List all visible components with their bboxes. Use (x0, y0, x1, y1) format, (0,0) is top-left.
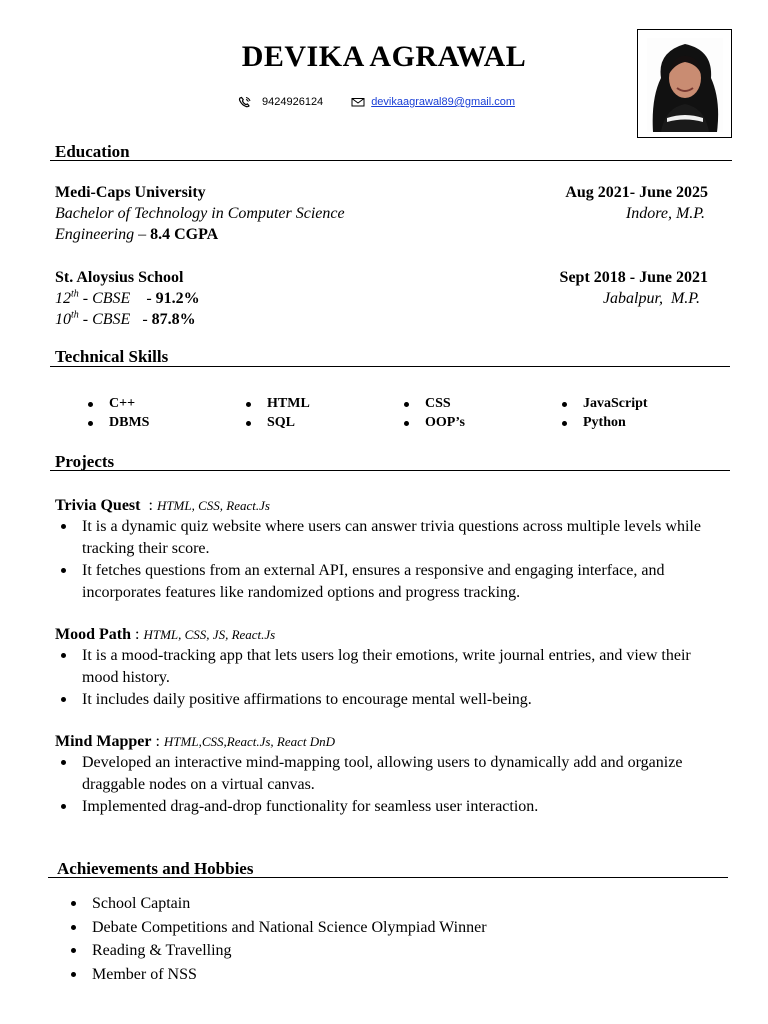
score: 91.2% (155, 290, 200, 307)
ordinal-suffix: th (71, 288, 79, 300)
score: 87.8% (151, 311, 196, 328)
project-name: Mind Mapper (55, 733, 152, 750)
education-heading: Education (55, 142, 130, 161)
degree-line: Bachelor of Technology in Computer Science (55, 205, 345, 222)
degree-grade-line (55, 224, 218, 245)
skill-item: SQL (245, 414, 403, 432)
grade-separator: – (134, 226, 151, 243)
skill-item: JavaScript (561, 395, 721, 413)
cgpa: 8.4 CGPA (150, 226, 219, 243)
project-separator: : (151, 733, 164, 750)
project-tech: HTML, CSS, JS, React.Js (143, 627, 276, 642)
board: - CBSE - (78, 311, 152, 328)
profile-photo (637, 29, 732, 138)
skill-item: Python (561, 414, 721, 432)
education-location: Indore, M.P. (625, 205, 705, 222)
project-separator: : (140, 497, 157, 514)
board: - CBSE - (78, 290, 156, 307)
candidate-name: DEVIKA AGRAWAL (241, 40, 527, 73)
list-item: Reading & Travelling (65, 940, 705, 963)
education-divider (50, 160, 732, 161)
list-item: It is a dynamic quiz website where users can answer trivia questions across multiple levels while tracking their score. (55, 516, 725, 559)
skill-item: C++ (87, 395, 245, 413)
project-bullets (55, 516, 725, 604)
projects-divider (50, 470, 730, 471)
list-item: It is a mood-tracking app that lets users log their emotions, write journal entries, and view their mood history. (55, 645, 725, 688)
institution-name: St. Aloysius School (55, 269, 184, 286)
list-item: It includes daily positive affirmations to encourage mental well-being. (55, 689, 725, 711)
contact-line (238, 96, 515, 108)
class-score-line (55, 309, 196, 330)
skills-grid (87, 395, 721, 432)
degree-line: Engineering (55, 226, 135, 243)
class-number: 10 (55, 311, 71, 328)
education-dates: Sept 2018 - June 2021 (559, 269, 708, 286)
project-bullets (55, 645, 725, 712)
project-title (55, 495, 270, 516)
project-title (55, 624, 275, 645)
skill-item: CSS (403, 395, 561, 413)
project-bullets (55, 752, 725, 819)
class-score-line (55, 288, 200, 309)
phone-number: 9424926124 (262, 96, 324, 108)
project-name: Mood Path (55, 626, 131, 643)
portrait-image (647, 38, 723, 132)
institution-name: Medi-Caps University (55, 184, 206, 201)
envelope-icon (351, 96, 365, 108)
education-location: Jabalpur, M.P. (602, 290, 700, 307)
list-item: Member of NSS (65, 964, 705, 987)
achievements-list (65, 893, 705, 987)
list-item: It fetches questions from an external API, ensures a responsive and engaging interface, and incorporates features like randomized options and progress tracking. (55, 560, 725, 603)
education-dates: Aug 2021- June 2025 (565, 184, 708, 201)
class-number: 12 (55, 290, 71, 307)
ordinal-suffix: th (71, 309, 79, 321)
skill-item: HTML (245, 395, 403, 413)
list-item: Developed an interactive mind-mapping tool, allowing users to dynamically add and organize draggable nodes on a virtual canvas. (55, 752, 725, 795)
achievements-divider (48, 877, 728, 878)
skills-divider (50, 366, 730, 367)
project-title (55, 731, 335, 752)
project-tech: HTML, CSS, React.Js (156, 498, 270, 513)
achievements-heading: Achievements and Hobbies (57, 859, 254, 878)
project-separator: : (131, 626, 144, 643)
list-item: Debate Competitions and National Science Olympiad Winner (65, 917, 705, 940)
projects-heading: Projects (55, 452, 115, 471)
skill-item: OOP’s (403, 414, 561, 432)
phone-icon (238, 96, 252, 108)
skills-heading: Technical Skills (55, 347, 169, 366)
email-link[interactable]: devikaagrawal89@gmail.com (371, 96, 516, 108)
project-name: Trivia Quest (55, 497, 141, 514)
list-item: School Captain (65, 893, 705, 916)
list-item: Implemented drag-and-drop functionality for seamless user interaction. (55, 796, 725, 818)
project-tech: HTML,CSS,React.Js, React DnD (163, 734, 336, 749)
skill-item: DBMS (87, 414, 245, 432)
